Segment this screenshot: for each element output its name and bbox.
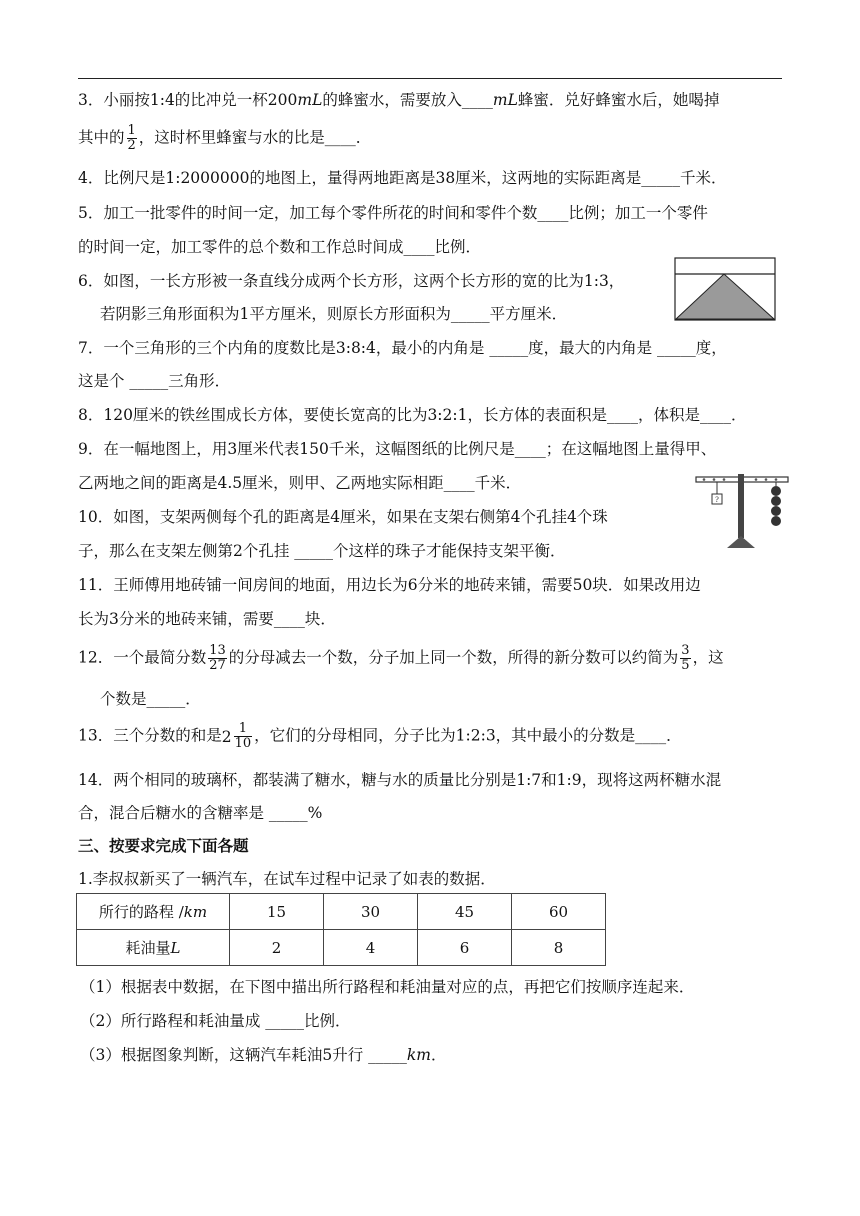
table-cell: 60: [512, 894, 606, 930]
rectangle-figure: [674, 257, 776, 321]
question-10-line-2: 子，那么在支架左侧第2个孔挂 _____个这样的珠子才能保持支架平衡．: [78, 542, 566, 560]
row-label: 耗油量L: [77, 930, 230, 966]
mixed-number: 2: [221, 727, 232, 746]
question-14-line-1: 14．两个相同的玻璃杯，都装满了糖水，糖与水的质量比分别是1:7和1:9，现将这两杯糖水混: [78, 771, 722, 789]
table-cell: 45: [418, 894, 512, 930]
problem-1-intro: 1.李叔叔新买了一辆汽车，在试车过程中记录了如表的数据．: [78, 870, 496, 888]
question-12-line-2: 个数是_____．: [100, 690, 201, 708]
question-4: 4．比例尺是1:2000000的地图上，量得两地距离是38厘米，这两地的实际距离是_____千米．: [78, 169, 727, 187]
question-9-line-1: 9．在一幅地图上，用3厘米代表150千米，这幅图纸的比例尺是____；在这幅地图上量得甲、: [78, 440, 717, 458]
beads: [771, 486, 781, 526]
table-cell: 2: [230, 930, 324, 966]
question-5-line-1: 5．加工一批零件的时间一定，加工每个零件所花的时间和零件个数____比例；加工一个零件: [78, 204, 708, 222]
table-cell: 4: [324, 930, 418, 966]
question-3-line-2: 其中的 $\frac{1}{2}$ ，这时杯里蜂蜜与水的比是____．: [78, 123, 372, 153]
question-10-line-1: 10．如图，支架两侧每个孔的距离是4厘米，如果在支架右侧第4个孔挂4个珠: [78, 508, 608, 526]
fraction-1-10: $\frac{1}{10}$: [234, 721, 252, 751]
question-11-line-2: 长为3分米的地砖来铺，需要____块．: [78, 610, 336, 628]
svg-text:?: ?: [715, 496, 719, 504]
question-5-line-2: 的时间一定，加工零件的总个数和工作总时间成____比例．: [78, 238, 482, 256]
table-row: [77, 894, 606, 930]
answer-blank[interactable]: ____: [461, 91, 493, 109]
question-6-line-1: 6．如图，一长方形被一条直线分成两个长方形，这两个长方形的宽的比为1:3，: [78, 272, 625, 290]
sub-question-1: （1）根据表中数据，在下图中描出所行路程和耗油量对应的点，再把它们按顺序连起来．: [80, 978, 695, 996]
section-3-heading: 三、按要求完成下面各题: [78, 837, 249, 855]
balance-base: [727, 536, 755, 548]
fraction-3-5: $\frac{3}{5}$: [681, 643, 690, 673]
question-13: 13．三个分数的和是2 $\frac{1}{10}$ ，它们的分母相同，分子比为1:2:3，其中最小的分数是____．: [78, 721, 682, 751]
question-9-line-2: 乙两地之间的距离是4.5厘米，则甲、乙两地实际相距____千米．: [78, 474, 522, 492]
table-row: [77, 930, 606, 966]
question-3-line-1: 3．小丽按1:4的比冲兑一杯200mL的蜂蜜水，需要放入____mL蜂蜜．兑好蜂蜜水后，她喝掉: [78, 91, 720, 109]
balance-stand-figure: [694, 472, 794, 552]
question-7-line-1: 7．一个三角形的三个内角的度数比是3:8:4，最小的内角是 _____度，最大的内角是 _____度，: [78, 339, 727, 357]
question-11-line-1: 11．王师傅用地砖铺一间房间的地面，用边长为6分米的地砖来铺，需要50块．如果改用边: [78, 576, 701, 594]
question-6-line-2: 若阴影三角形面积为1平方厘米，则原长方形面积为_____平方厘米．: [100, 305, 568, 323]
question-12-line-1: 12．一个最简分数 $\frac{13}{27}$ 的分母减去一个数，分子加上同一个数，所得的新分数可以约简为 $\frac{3}{5}$ ，这: [78, 643, 724, 673]
sub-question-3: （3）根据图象判断，这辆汽车耗油5升行 _____km．: [80, 1046, 447, 1064]
table-cell: 30: [324, 894, 418, 930]
question-14-line-2: 合，混合后糖水的含糖率是 _____%: [78, 804, 323, 822]
sub-question-2: （2）所行路程和耗油量成 _____比例．: [80, 1012, 351, 1030]
fraction-13-27: $\frac{13}{27}$: [209, 643, 226, 673]
row-label: 所行的路程 /km: [77, 894, 230, 930]
table-cell: 15: [230, 894, 324, 930]
balance-pillar: [738, 474, 744, 538]
table-cell: 6: [418, 930, 512, 966]
fraction-one-half: $\frac{1}{2}$: [127, 123, 136, 153]
table-cell: 8: [512, 930, 606, 966]
question-7-line-2: 这是个 _____三角形．: [78, 372, 231, 390]
question-8: 8．120厘米的铁丝围成长方体，要使长宽高的比为3:2:1，长方体的表面积是____，体积是____．: [78, 406, 747, 424]
data-table: [76, 893, 606, 966]
header-rule: [78, 78, 782, 79]
